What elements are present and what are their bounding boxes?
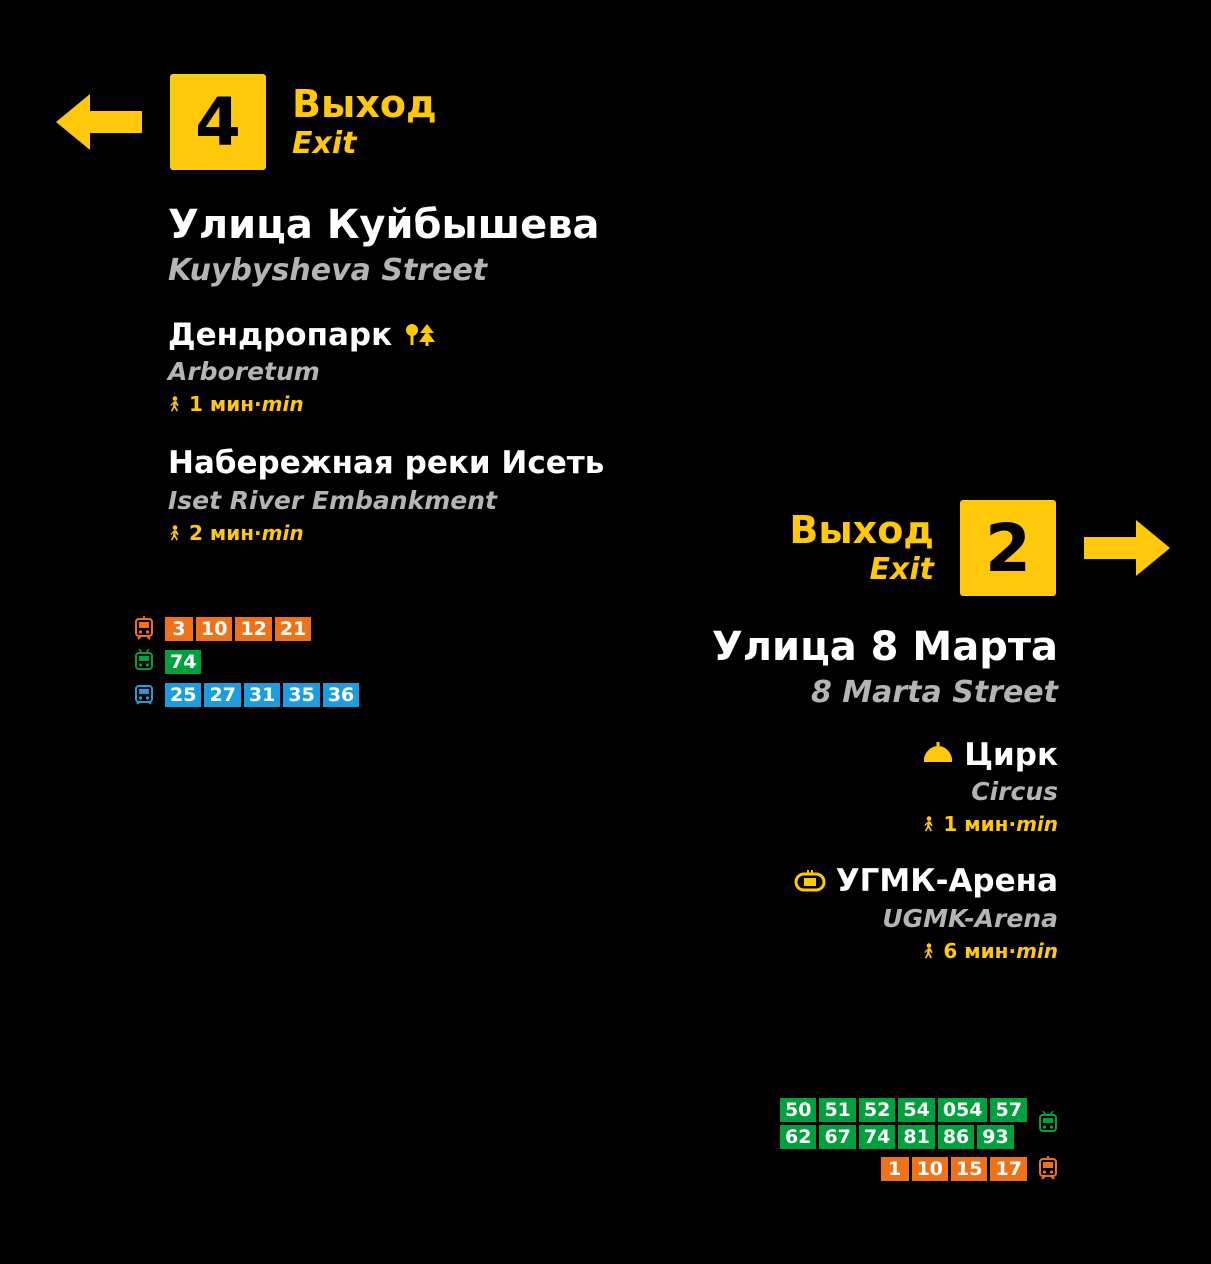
poi-circus-name-en: Circus: [971, 777, 1058, 807]
tram-route-chips: [165, 617, 311, 641]
exit-2-destinations: [700, 626, 1058, 962]
route-chip: 1: [881, 1157, 909, 1181]
trolleybus-route-line: [132, 649, 676, 675]
trolleybus-icon: [1036, 1111, 1060, 1137]
trolleybus-route-line: [780, 1098, 1060, 1149]
exit-2-street-ru: Улица 8 Марта: [711, 624, 1058, 670]
poi-circus-walk-ru: 1 мин: [943, 812, 1009, 837]
exit-2-labels: [789, 508, 934, 587]
route-chip: 12: [235, 617, 271, 641]
route-chip: 51: [819, 1098, 855, 1122]
pedestrian-icon: [922, 816, 936, 834]
poi-arboretum-name-en: Arboretum: [168, 357, 320, 387]
exit-2-panel: [700, 500, 1170, 962]
route-chip: 15: [951, 1157, 987, 1181]
poi-arboretum-walk-en: min: [261, 392, 304, 417]
exit-4-street-en: Kuybysheva Street: [168, 253, 488, 288]
circus-icon: [922, 742, 954, 768]
exit-4-number: 4: [195, 83, 241, 161]
exit-4-destinations: [168, 204, 676, 544]
exit-2-header: [700, 500, 1170, 596]
tram-icon: [132, 616, 156, 642]
exit-number-badge-2: [960, 500, 1056, 596]
exit-2-label-ru: Выход: [789, 508, 934, 552]
exit-2-number: 2: [985, 509, 1031, 587]
exit-4-label-ru: Выход: [292, 82, 437, 126]
poi-arboretum-walk-ru: 1 мин: [188, 392, 255, 417]
poi-ugmk-name-ru: УГМК-Арена: [835, 863, 1058, 900]
exit-2-label-en: Exit: [869, 552, 934, 587]
tram-route-line: [881, 1156, 1060, 1182]
pedestrian-icon: [922, 943, 936, 961]
exit-4-street-ru: Улица Куйбышева: [168, 202, 600, 248]
route-chip: 62: [780, 1125, 816, 1149]
route-chip: 36: [323, 683, 359, 707]
route-chip: 21: [275, 617, 311, 641]
exit-2-transport-routes: [780, 1098, 1060, 1182]
pedestrian-icon: [168, 525, 182, 543]
route-chip: 54: [898, 1098, 934, 1122]
bus-route-chips: [165, 683, 359, 707]
poi-iset-name-ru: Набережная реки Исеть: [168, 445, 605, 482]
poi-ugmk-walk-en: min: [1016, 939, 1058, 964]
poi-iset-walk-en: min: [261, 521, 304, 546]
poi-iset-name-en: Iset River Embankment: [168, 485, 497, 515]
route-chip: 10: [196, 617, 232, 641]
trolleybus-icon: [132, 649, 156, 675]
poi-ugmk-walk-ru: 6 мин: [943, 939, 1009, 964]
poi-circus-walk-en: min: [1016, 812, 1058, 837]
route-chip: 10: [912, 1157, 948, 1181]
exit-4-header: [56, 74, 676, 170]
route-chip: 054: [938, 1098, 988, 1122]
poi-circus: [700, 736, 1058, 837]
route-chip: 27: [204, 683, 240, 707]
arrow-left-icon: [56, 92, 142, 152]
route-chip: 3: [165, 617, 193, 641]
route-chip: 35: [283, 683, 319, 707]
route-chip: 25: [165, 683, 201, 707]
poi-circus-name-ru: Цирк: [964, 736, 1058, 773]
exit-4-panel: [56, 74, 676, 715]
route-chip: 50: [780, 1098, 816, 1122]
pedestrian-icon: [168, 396, 182, 414]
poi-arboretum-name-ru: Дендропарк: [168, 316, 393, 353]
arrow-right-icon: [1084, 518, 1170, 578]
poi-ugmk-name-en: UGMK-Arena: [882, 903, 1058, 933]
route-chip: 81: [898, 1125, 934, 1149]
poi-iset-walk-ru: 2 мин: [188, 521, 255, 546]
poi-iset-walk-time: 2 мин·min: [168, 523, 676, 544]
park-icon: [402, 322, 438, 348]
bus-route-line: [132, 682, 676, 708]
route-chip: 52: [859, 1098, 895, 1122]
poi-ugmk-arena: [700, 865, 1058, 962]
bus-icon: [132, 682, 156, 708]
route-chip: 57: [990, 1098, 1026, 1122]
route-chip: 74: [165, 650, 201, 674]
poi-arboretum-walk-time: 1 мин·min: [168, 394, 676, 415]
route-chip: 17: [990, 1157, 1026, 1181]
poi-circus-walk-time: 1 мин·min: [700, 814, 1058, 835]
exit-4-transport-routes: [132, 616, 676, 708]
exit-number-badge-4: [170, 74, 266, 170]
route-chip: 67: [819, 1125, 855, 1149]
route-chip: 86: [938, 1125, 974, 1149]
route-chip: 31: [244, 683, 280, 707]
exit-4-labels: [292, 82, 437, 161]
poi-ugmk-walk-time: 6 мин·min: [700, 941, 1058, 962]
route-chip: 93: [977, 1125, 1013, 1149]
trolleybus-route-chips: [165, 650, 201, 674]
tram-route-chips: [881, 1157, 1027, 1181]
poi-arboretum: [168, 316, 676, 417]
route-chip: 74: [859, 1125, 895, 1149]
exit-2-street-en: 8 Marta Street: [810, 675, 1058, 710]
tram-icon: [1036, 1156, 1060, 1182]
tram-route-line: [132, 616, 676, 642]
trolleybus-route-chips: [780, 1098, 1027, 1149]
poi-iset-embankment: [168, 447, 676, 544]
arena-icon: [794, 869, 826, 895]
exit-4-label-en: Exit: [292, 126, 357, 161]
